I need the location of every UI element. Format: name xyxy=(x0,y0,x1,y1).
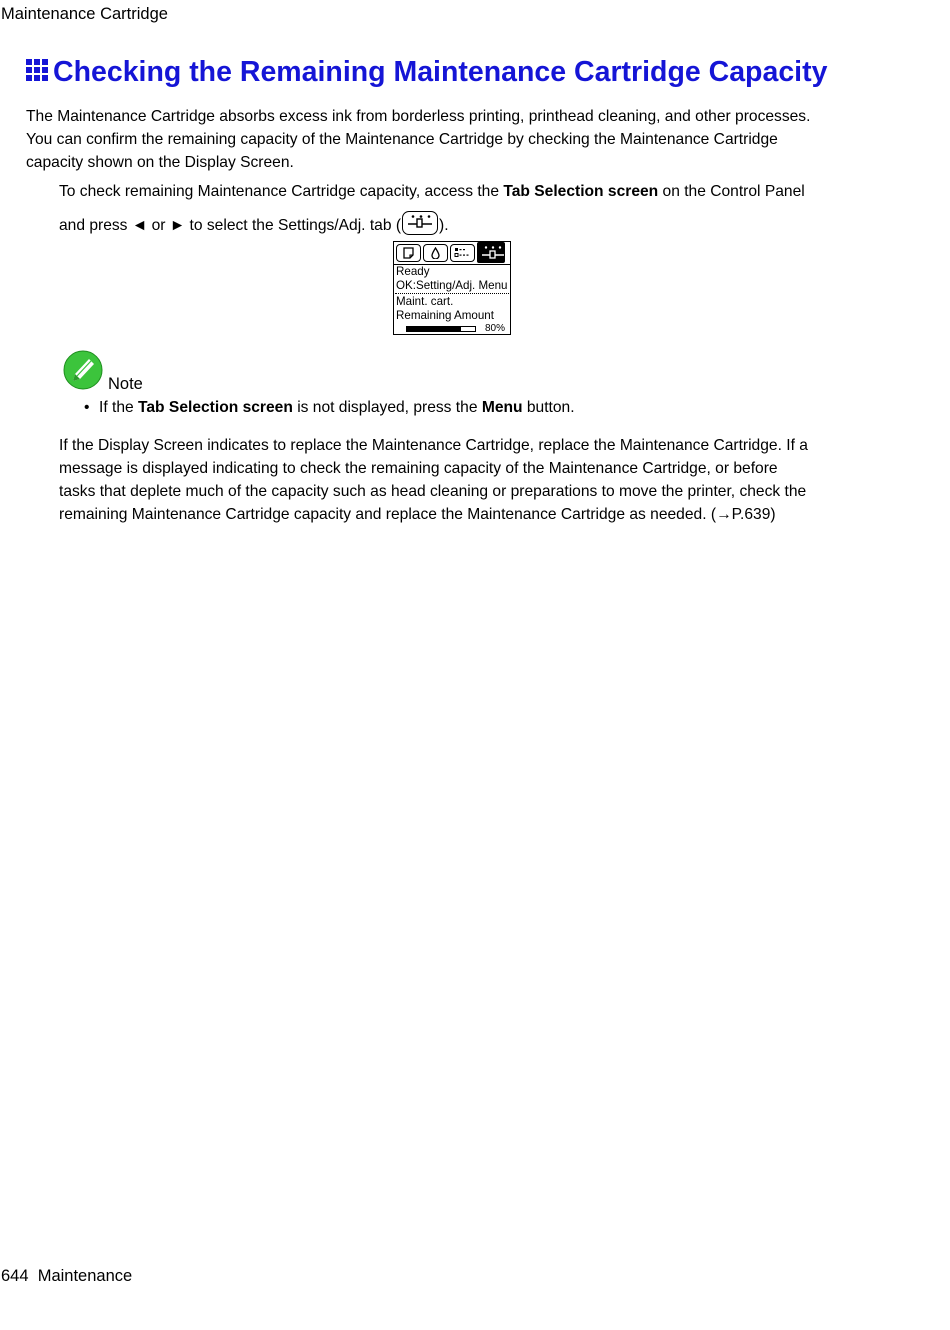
closing-line: If the Display Screen indicates to replace the Maintenance Cartridge, replace the Maintenance Cartridge. If a xyxy=(59,437,808,454)
paper-tab-icon xyxy=(396,244,421,262)
settings-adj-tab-icon xyxy=(402,211,438,235)
remaining-amount-fill xyxy=(407,327,461,331)
instruction-text: To check remaining Maintenance Cartridge capacity, access the xyxy=(59,183,504,200)
ink-tab-icon xyxy=(423,244,448,262)
page-number: 644 xyxy=(1,1267,29,1285)
lcd-remaining-row xyxy=(394,322,510,335)
bullet-dot: • xyxy=(84,399,90,416)
section-grid-icon xyxy=(26,59,48,81)
intro-line: You can confirm the remaining capacity of the Maintenance Cartridge by checking the Maintenance Cartridge xyxy=(26,131,778,148)
instruction-text: and press ◄ or ► to select the Settings/Adj. tab ( xyxy=(59,217,402,234)
note-text: is not displayed, press the xyxy=(292,399,482,416)
closing-text: remaining Maintenance Cartridge capacity and replace the Maintenance Cartridge as needed. ( xyxy=(59,506,717,523)
note-text: button. xyxy=(522,399,575,416)
closing-paragraph xyxy=(59,434,859,526)
instruction-line xyxy=(59,180,859,207)
intro-line: The Maintenance Cartridge absorbs excess ink from borderless printing, printhead cleaning, and other processes. xyxy=(26,108,811,125)
remaining-amount-bar xyxy=(406,326,476,332)
lcd-menu-hint: OK:Setting/Adj. Menu xyxy=(396,278,508,292)
tab-selection-screen-term: Tab Selection screen xyxy=(138,399,293,416)
page-reference-link[interactable]: →P.639 xyxy=(716,506,771,523)
lcd-item: Maint. cart. xyxy=(396,295,454,308)
note-text: If the xyxy=(99,399,139,416)
note-bullet-item xyxy=(84,399,575,417)
settings-adj-tab-active-icon xyxy=(477,242,505,263)
instruction-text: ). xyxy=(439,217,449,234)
tab-selection-screen-term: Tab Selection screen xyxy=(503,183,659,200)
note-label: Note xyxy=(108,375,143,393)
page-footer xyxy=(1,1267,132,1286)
menu-button-term: Menu xyxy=(481,399,523,416)
page-title-text: Checking the Remaining Maintenance Cartridge Capacity xyxy=(53,56,828,88)
lcd-status: Ready xyxy=(396,265,430,278)
note-pencil-icon xyxy=(62,350,104,390)
running-header: Maintenance Cartridge xyxy=(1,5,168,23)
instruction-paragraph xyxy=(59,180,859,235)
closing-text: ) xyxy=(770,506,776,523)
job-tab-icon xyxy=(450,244,475,262)
lcd-divider xyxy=(395,293,509,294)
control-panel-display xyxy=(393,241,511,335)
lcd-item-sub: Remaining Amount xyxy=(396,308,494,322)
closing-line: message is displayed indicating to check the remaining capacity of the Maintenance Cartridge, or before xyxy=(59,460,778,477)
page-title xyxy=(26,56,827,89)
intro-line: capacity shown on the Display Screen. xyxy=(26,154,294,171)
instruction-line xyxy=(59,207,859,235)
instruction-text: on the Control Panel xyxy=(658,183,805,200)
closing-line: tasks that deplete much of the capacity such as head cleaning or preparations to move the printer, check the xyxy=(59,483,807,500)
footer-section: Maintenance xyxy=(37,1267,133,1285)
remaining-percent-label: 80% xyxy=(485,322,506,334)
intro-paragraph xyxy=(26,105,866,174)
closing-line xyxy=(59,503,859,526)
lcd-tab-bar xyxy=(394,242,510,265)
